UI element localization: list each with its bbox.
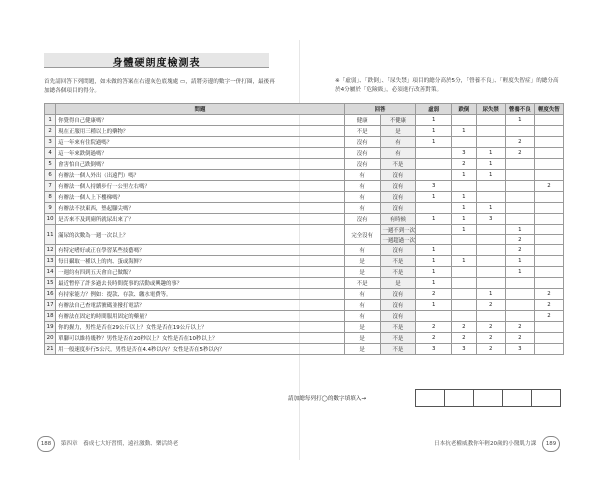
table-row: [45, 300, 564, 311]
score-malnutrition: 1: [505, 256, 534, 267]
score-dementia: [534, 148, 563, 159]
row-number: 15: [45, 278, 56, 289]
header-incontinence: 尿失禁: [476, 104, 505, 115]
score-weakness: [416, 311, 452, 322]
chapter-title: 第四章 養成七大好習慣，遠社激動、樂活終老: [60, 441, 179, 447]
row-number: 12: [45, 245, 56, 256]
answer-option-2[interactable]: 一週不到一次: [380, 225, 416, 235]
table-row: [45, 137, 564, 148]
score-incontinence: 2: [476, 300, 505, 311]
answer-option-1[interactable]: 有: [344, 300, 380, 311]
row-number: 11: [45, 225, 56, 245]
row-number: 3: [45, 137, 56, 148]
answer-option-2[interactable]: 不是: [380, 322, 416, 333]
score-falls: [452, 300, 477, 311]
score-weakness: [416, 148, 452, 159]
score-dementia: [534, 245, 563, 256]
answer-option-1[interactable]: 是: [344, 333, 380, 344]
table-row: [45, 115, 564, 126]
score-weakness: 1: [416, 192, 452, 203]
question-text: 有辦法不扶東西，墊起腳尖嗎？: [56, 203, 345, 214]
answer-option-1[interactable]: 有: [344, 181, 380, 192]
score-incontinence: [476, 311, 505, 322]
score-dementia: 2: [534, 311, 563, 322]
score-malnutrition: 1: [505, 115, 534, 126]
score-malnutrition: 2: [505, 333, 534, 344]
score-malnutrition: [505, 300, 534, 311]
score-incontinence: [476, 137, 505, 148]
page-number-right: 189: [542, 436, 560, 452]
question-text: 有辦法一個人上下樓梯嗎？: [56, 192, 345, 203]
answer-option-2[interactable]: 有: [380, 137, 416, 148]
question-text: 有辦法自己查電話號碼並撥打電話？: [56, 300, 345, 311]
score-falls: 1: [452, 225, 477, 235]
tally-box-dementia[interactable]: [532, 390, 561, 407]
question-text: 你的握力，男性是否在29公斤以上？女性是否在19公斤以上？: [56, 322, 345, 333]
score-dementia: [534, 322, 563, 333]
tally-box-incontinence[interactable]: [474, 390, 503, 407]
score-malnutrition: [505, 289, 534, 300]
table-row: [45, 148, 564, 159]
row-number: 5: [45, 159, 56, 170]
score-malnutrition: [505, 278, 534, 289]
question-text: 一週約有四到五天會自己做飯？: [56, 267, 345, 278]
score-falls: 3: [452, 344, 477, 355]
question-text: 單腳可以維持幾秒？男性是否在20秒以上？女性是否在10秒以上？: [56, 333, 345, 344]
score-weakness: [416, 235, 452, 245]
table-row: [45, 278, 564, 289]
score-weakness: 1: [416, 256, 452, 267]
row-number: 16: [45, 289, 56, 300]
table-row: [45, 245, 564, 256]
score-incontinence: 1: [476, 289, 505, 300]
question-text: 有持家能力？例如：提款、存款、繳水電費等。: [56, 289, 345, 300]
table-row: [45, 344, 564, 355]
score-incontinence: 2: [476, 344, 505, 355]
score-dementia: [534, 192, 563, 203]
score-weakness: 2: [416, 333, 452, 344]
score-dementia: [534, 126, 563, 137]
score-dementia: 2: [534, 289, 563, 300]
warning-note: ※「虛弱」、「跌倒」、「尿失禁」項目的總分高於5分，「營養不良」、「輕度失智症」的總分高於4分屬於「危險級」，必須進行改善對策。: [335, 78, 559, 93]
tally-box-malnutrition[interactable]: [503, 390, 532, 407]
question-text: 有特定嗜好或正在學習某些技藝嗎？: [56, 245, 345, 256]
score-malnutrition: 1: [505, 267, 534, 278]
score-weakness: [416, 159, 452, 170]
score-weakness: 1: [416, 115, 452, 126]
header-answer: 回答: [344, 104, 416, 115]
score-incontinence: [476, 192, 505, 203]
score-dementia: [534, 225, 563, 235]
question-text: 這一年來有住院過嗎？: [56, 137, 345, 148]
row-number: 6: [45, 170, 56, 181]
answer-option-2[interactable]: 不是: [380, 256, 416, 267]
score-incontinence: [476, 225, 505, 235]
table-row: [45, 203, 564, 214]
score-incontinence: 1: [476, 203, 505, 214]
answer-option-2[interactable]: 不是: [380, 344, 416, 355]
score-weakness: 1: [416, 267, 452, 278]
score-malnutrition: 2: [505, 322, 534, 333]
score-malnutrition: [505, 214, 534, 225]
score-incontinence: [476, 256, 505, 267]
score-dementia: 2: [534, 181, 563, 192]
score-falls: [452, 267, 477, 278]
answer-option-2[interactable]: 不是: [380, 333, 416, 344]
score-falls: [452, 115, 477, 126]
answer-option-1[interactable]: 沒有: [344, 159, 380, 170]
answer-option-2[interactable]: 沒有: [380, 203, 416, 214]
question-text: 這一年來跌倒過嗎？: [56, 148, 345, 159]
score-incontinence: 1: [476, 159, 505, 170]
answer-option-2[interactable]: 沒有: [380, 181, 416, 192]
score-falls: [452, 181, 477, 192]
answer-option-1[interactable]: 健康: [344, 115, 380, 126]
score-malnutrition: 2: [505, 148, 534, 159]
row-number: 13: [45, 256, 56, 267]
answer-option-1[interactable]: 有: [344, 245, 380, 256]
answer-option-2[interactable]: 是: [380, 126, 416, 137]
score-incontinence: [476, 245, 505, 256]
score-falls: [452, 245, 477, 256]
header-weakness: 虛弱: [416, 104, 452, 115]
table-body: [45, 115, 564, 355]
score-falls: 1: [452, 192, 477, 203]
score-falls: [452, 311, 477, 322]
question-text: 有辦法一個人持續步行一公里左右嗎？: [56, 181, 345, 192]
row-number: 7: [45, 181, 56, 192]
answer-option-2[interactable]: 是: [380, 278, 416, 289]
table-header-row: [45, 104, 564, 115]
page-title: 身體硬朗度檢測表: [112, 58, 201, 69]
row-number: 2: [45, 126, 56, 137]
tally-boxes: [415, 389, 561, 407]
score-weakness: 2: [416, 289, 452, 300]
score-weakness: 3: [416, 181, 452, 192]
score-incontinence: 3: [476, 214, 505, 225]
score-malnutrition: [505, 203, 534, 214]
question-text: 現在正服用三種以上的藥物？: [56, 126, 345, 137]
answer-option-2[interactable]: 不健康: [380, 115, 416, 126]
row-number: 18: [45, 311, 56, 322]
table-row: [45, 256, 564, 267]
score-dementia: [534, 115, 563, 126]
answer-option-2[interactable]: 沒有: [380, 311, 416, 322]
answer-option-1[interactable]: 有: [344, 311, 380, 322]
tally-box-weakness[interactable]: [416, 390, 445, 407]
question-text: 會害怕自己跌倒嗎？: [56, 159, 345, 170]
answer-option-2[interactable]: 有時候: [380, 214, 416, 225]
row-number: 17: [45, 300, 56, 311]
score-falls: [452, 137, 477, 148]
row-number: 19: [45, 322, 56, 333]
score-falls: 1: [452, 203, 477, 214]
score-weakness: 1: [416, 300, 452, 311]
score-falls: 3: [452, 148, 477, 159]
answer-option-2[interactable]: 有: [380, 148, 416, 159]
table-row: [45, 289, 564, 300]
answer-option-1[interactable]: 不是: [344, 278, 380, 289]
header-dementia: 輕度失智: [534, 104, 563, 115]
score-weakness: [416, 225, 452, 235]
table-row: [45, 322, 564, 333]
answer-option-1[interactable]: 沒有: [344, 137, 380, 148]
score-malnutrition: [505, 311, 534, 322]
answer-option-1[interactable]: 是: [344, 267, 380, 278]
question-text: 有辦法在固定的時間服用固定的藥量？: [56, 311, 345, 322]
answer-option-1[interactable]: 是: [344, 322, 380, 333]
answer-option-2[interactable]: 沒有: [380, 192, 416, 203]
row-number: 14: [45, 267, 56, 278]
row-number: 1: [45, 115, 56, 126]
score-weakness: 3: [416, 344, 452, 355]
answer-option-1[interactable]: 沒有: [344, 214, 380, 225]
score-incontinence: 1: [476, 148, 505, 159]
score-dementia: [534, 235, 563, 245]
score-falls: [452, 278, 477, 289]
score-falls: 1: [452, 170, 477, 181]
score-incontinence: [476, 126, 505, 137]
score-weakness: [416, 203, 452, 214]
score-incontinence: [476, 267, 505, 278]
row-number: 10: [45, 214, 56, 225]
score-incontinence: [476, 181, 505, 192]
score-falls: 2: [452, 159, 477, 170]
score-dementia: [534, 344, 563, 355]
table-row: [45, 126, 564, 137]
answer-option-1[interactable]: 是: [344, 256, 380, 267]
answer-option-3[interactable]: 一週超過一次: [380, 235, 416, 245]
row-number: 20: [45, 333, 56, 344]
score-dementia: 2: [534, 300, 563, 311]
score-dementia: [534, 203, 563, 214]
score-malnutrition: 3: [505, 344, 534, 355]
table-row: [45, 267, 564, 278]
score-malnutrition: 2: [505, 137, 534, 148]
score-dementia: [534, 137, 563, 148]
score-dementia: [534, 159, 563, 170]
answer-option-2[interactable]: 沒有: [380, 289, 416, 300]
question-text: 你覺得自己健康嗎？: [56, 115, 345, 126]
table-row: [45, 311, 564, 322]
answer-option-2[interactable]: 沒有: [380, 300, 416, 311]
question-text: 有辦法一個人外出（出遠門）嗎？: [56, 170, 345, 181]
tally-box-falls[interactable]: [445, 390, 474, 407]
score-dementia: [534, 256, 563, 267]
score-dementia: [534, 267, 563, 278]
table-row: [45, 192, 564, 203]
score-incontinence: [476, 235, 505, 245]
footer-left: [33, 436, 178, 452]
page-number-left: 188: [37, 436, 55, 452]
answer-option-1[interactable]: 完全沒有: [344, 225, 380, 245]
score-incontinence: [476, 278, 505, 289]
score-falls: 1: [452, 214, 477, 225]
score-malnutrition: 1: [505, 225, 534, 235]
score-falls: [452, 235, 477, 245]
score-malnutrition: [505, 126, 534, 137]
table-row: [45, 333, 564, 344]
question-text: 每日攝取一種以上的肉、蛋或海鮮？: [56, 256, 345, 267]
score-weakness: 1: [416, 245, 452, 256]
score-falls: 1: [452, 126, 477, 137]
score-falls: [452, 289, 477, 300]
answer-option-1[interactable]: 不是: [344, 126, 380, 137]
question-text: 是否來不及到廁所就尿出來了？: [56, 214, 345, 225]
row-number: 9: [45, 203, 56, 214]
score-dementia: [534, 214, 563, 225]
row-number: 8: [45, 192, 56, 203]
header-question: 問題: [56, 104, 345, 115]
question-text: 用一般速度步行5公尺，男性是否在4.4秒以內？女性是否在5秒以內？: [56, 344, 345, 355]
title-bar: [44, 53, 269, 68]
row-number: 21: [45, 344, 56, 355]
table-row: [45, 170, 564, 181]
table-row: [45, 159, 564, 170]
answer-option-1[interactable]: 有: [344, 203, 380, 214]
score-falls: 2: [452, 322, 477, 333]
answer-option-2[interactable]: 沒有: [380, 245, 416, 256]
row-number: 4: [45, 148, 56, 159]
score-incontinence: 2: [476, 322, 505, 333]
score-incontinence: [476, 115, 505, 126]
questionnaire-table: [44, 103, 564, 355]
score-malnutrition: 2: [505, 235, 534, 245]
score-malnutrition: 2: [505, 245, 534, 256]
table-row: [45, 181, 564, 192]
score-weakness: 1: [416, 214, 452, 225]
score-dementia: [534, 170, 563, 181]
score-weakness: 2: [416, 322, 452, 333]
book-title: 日本抗老權威教你年輕20歲的小醫肌力課: [434, 441, 537, 447]
score-falls: 1: [452, 256, 477, 267]
header-malnutrition: 營養不良: [505, 104, 534, 115]
header-falls: 跌倒: [452, 104, 477, 115]
footer-right: [434, 436, 564, 452]
header-no: [45, 104, 56, 115]
question-text: 滿尿的次數為一週一次以上？: [56, 225, 345, 245]
score-incontinence: 1: [476, 170, 505, 181]
score-weakness: 1: [416, 137, 452, 148]
score-falls: 2: [452, 333, 477, 344]
score-dementia: [534, 278, 563, 289]
table-row: [45, 225, 564, 235]
score-malnutrition: [505, 159, 534, 170]
score-weakness: [416, 170, 452, 181]
answer-option-1[interactable]: 是: [344, 344, 380, 355]
score-incontinence: 2: [476, 333, 505, 344]
intro-text: 首先請回答下列問題，如未做的答案在右邊灰色底塊處 ▭，請將旁邊的數字一併打圈，最後再加總各個項目的得分。: [44, 79, 275, 94]
answer-option-1[interactable]: 有: [344, 170, 380, 181]
answer-option-2[interactable]: 不是: [380, 267, 416, 278]
score-malnutrition: [505, 181, 534, 192]
score-weakness: 1: [416, 278, 452, 289]
table-row: [45, 214, 564, 225]
answer-option-1[interactable]: 有: [344, 289, 380, 300]
score-weakness: 1: [416, 126, 452, 137]
answer-option-2[interactable]: 沒有: [380, 170, 416, 181]
question-text: 最近暫停了許多過去長時間從事的活動或興趣的事？: [56, 278, 345, 289]
answer-option-2[interactable]: 不是: [380, 159, 416, 170]
answer-option-1[interactable]: 沒有: [344, 148, 380, 159]
score-malnutrition: [505, 192, 534, 203]
score-dementia: [534, 333, 563, 344]
score-malnutrition: [505, 170, 534, 181]
tally-instruction: 請加總每列打◯的數字填填入→: [288, 396, 367, 402]
answer-option-1[interactable]: 有: [344, 192, 380, 203]
